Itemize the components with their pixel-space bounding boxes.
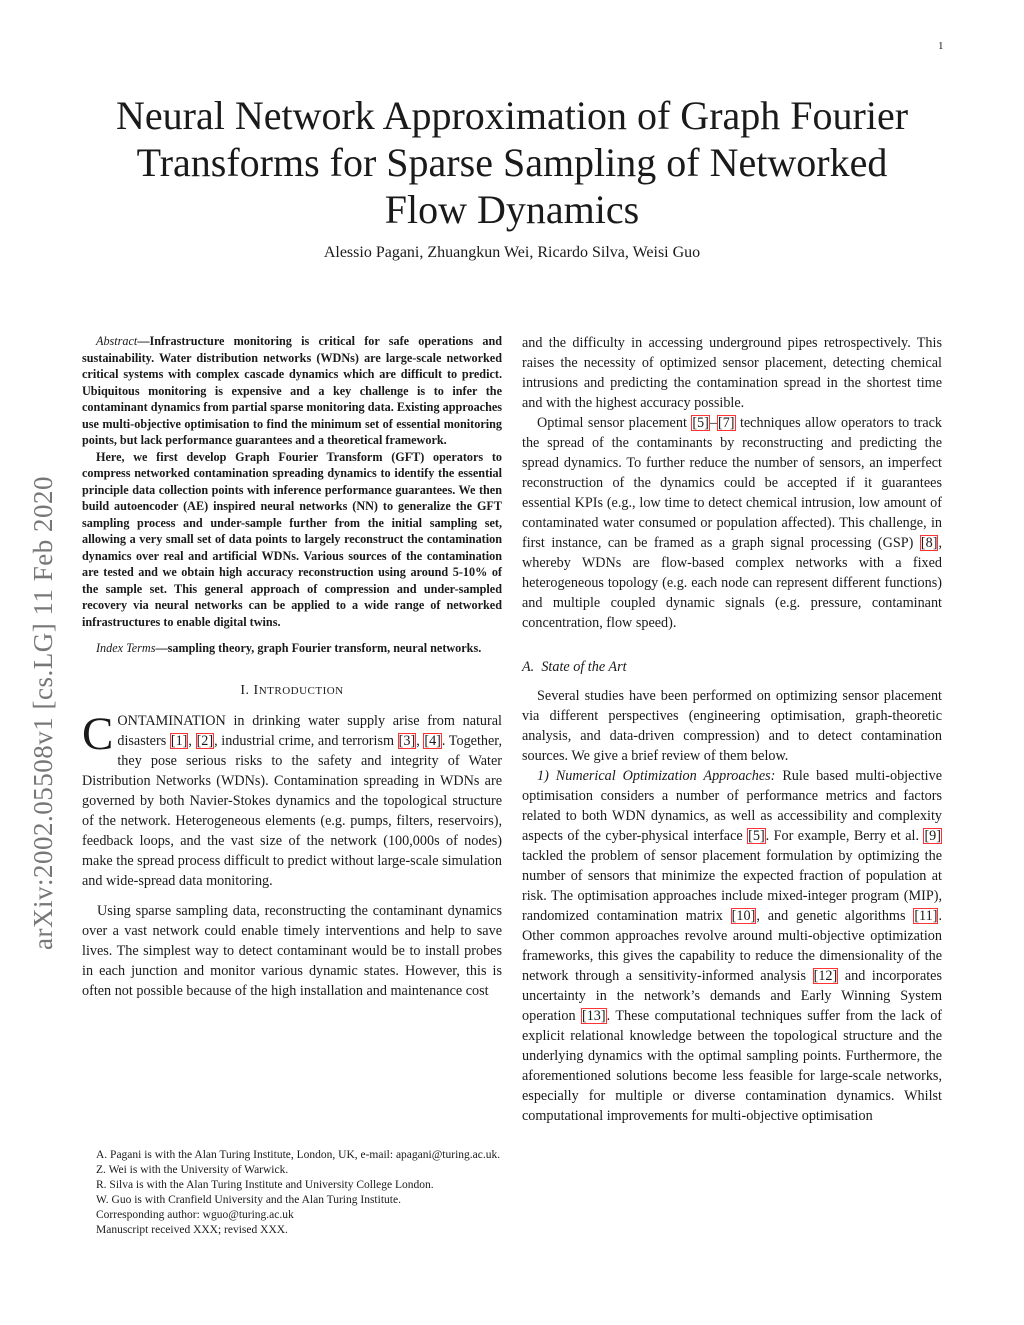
index-terms: Index Terms—sampling theory, graph Fourier transform, neural networks. — [96, 641, 482, 655]
paper-title — [60, 92, 964, 233]
paragraph-heading: 1) Numerical Optimization Approaches: — [537, 768, 776, 784]
footnote: Z. Wei is with the University of Warwick. — [96, 1164, 289, 1176]
left-column — [82, 333, 502, 1001]
body-paragraph: and the difficulty in accessing underground pipes retrospectively. This raises the necessity of optimized sensor placement, detecting chemical intrusions and predicting the contamination spread in the shortest time and with the highest accuracy possible. — [522, 335, 942, 411]
abstract — [82, 333, 502, 630]
arxiv-identifier: arXiv:2002.05508v1 [cs.LG] 11 Feb 2020 — [28, 476, 58, 950]
citation-link[interactable]: [2] — [196, 732, 214, 749]
citation-link[interactable]: [7] — [717, 415, 735, 431]
drop-cap: C — [82, 707, 114, 760]
body-paragraph: Using sparse sampling data, reconstructing the contaminant dynamics over a vast network could enable timely interventions and help to save lives. The simplest way to detect contaminant would be to install probes in each junction and monitor various dynamic states. However, this is often not possible because of the high installation and maintenance cost — [82, 902, 502, 999]
right-column-text — [522, 333, 942, 633]
body-paragraph: 1) Numerical Optimization Approaches: Rule based multi-objective optimisation considers a number of performance metrics and factors related to both WDN dynamics, as well as accessibility and complexity aspects of the cyber-physical interface [5]. For example, Berry et al. [9] tackled the problem of sensor placement formulation by optimizing the number of sensors that minimize the expected fraction of population at risk. The optimisation approaches include mixed-integer program (MIP), randomized contamination matrix [10], and genetic algorithms [11]. Other common approaches revolve around multi-objective optimization frameworks, this gives the capability to reduce the dimensionality of the network through a sensitivity-informed analysis [12] and incorporates uncertainty in the network’s demands and Early Winning System operation [13]. These computational techniques suffer from the lack of explicit relational knowledge between the topological structure and the underlying dynamics with the optimal sampling points. Furthermore, the aforementioned solutions become less feasible for large-scale networks, especially for multiple or diverse contamination dynamics. Whilst computational improvements for multi-objective optimisation — [522, 768, 943, 1124]
footnotes — [82, 1148, 502, 1238]
footnote: Corresponding author: wguo@turing.ac.uk — [96, 1209, 294, 1221]
footnote: W. Guo is with Cranfield University and the Alan Turing Institute. — [96, 1194, 401, 1206]
citation-link[interactable]: [8] — [920, 535, 938, 551]
section-heading-introduction: I. INTRODUCTION — [240, 682, 344, 698]
citation-link[interactable]: [11] — [914, 908, 938, 924]
footnote: Manuscript received XXX; revised XXX. — [96, 1224, 288, 1236]
citation-link[interactable]: [10] — [731, 908, 756, 924]
abstract-label: Abstract — [96, 334, 138, 348]
body-paragraph: Optimal sensor placement [5]–[7] techniques allow operators to track the spread of the contaminants by reconstructing and predicting the spread dynamics. To further reduce the number of sensors, an imperfect reconstruction of the dynamics could be accepted if it guarantees essential KPIs (e.g., low time to detect chemical intrusion, low amount of contaminated water consumed or population affected). This challenge, in first instance, can be framed as a graph signal processing (GSP) [8], whereby WDNs are flow-based complex networks with a fixed heterogeneous topology (e.g. each node can represent different functions) and multiple coupled dynamic signals (e.g. pressure, contaminant concentration, flow speed). — [522, 415, 943, 631]
state-of-the-art-text — [522, 686, 942, 1126]
citation-link[interactable]: [1] — [170, 732, 188, 749]
body-paragraph: CONTAMINATION in drinking water supply arise from natural disasters [1], [2], industrial crime, and terrorism [3], [4]. Together, they pose serious risks to the safety and integrity of Water Distribution Networks (WDNs). Contamination spreading in WDNs are governed by both Navier-Stokes dynamics and the topological structure of the network. Heterogeneous elements (e.g. pumps, filters, reservoirs), feedback loops, and the vast size of the network (100,000s of nodes) make the spread process difficult to predict without large-scale simulation and wide-spread data monitoring. — [82, 707, 503, 889]
citation-link[interactable]: [9] — [924, 828, 941, 844]
body-paragraph: Several studies have been performed on optimizing sensor placement via different perspectives (engineering optimisation, graph-theoretic analysis, and data-driven compression) and to detect contamination sources. We give a brief review of them below. — [522, 688, 942, 764]
citation-link[interactable]: [5] — [748, 828, 765, 844]
author-list: Alessio Pagani, Zhuangkun Wei, Ricardo Silva, Weisi Guo — [323, 244, 701, 261]
title-line: Neural Network Approximation of Graph Fourier — [115, 93, 909, 138]
footnote: A. Pagani is with the Alan Turing Institute, London, UK, e-mail: apagani@turing.ac.uk. — [96, 1149, 501, 1161]
citation-link[interactable]: [13] — [581, 1008, 606, 1024]
citation-link[interactable]: [12] — [813, 968, 838, 984]
abstract-paragraph: Abstract—Infrastructure monitoring is critical for safe operations and sustainability. Water distribution networks (WDNs) are large-scale networked critical systems with complex cascade dynamics which are difficult to predict. Ubiquitous monitoring is expensive and a key challenge is to infer the contaminant dynamics from partial sparse monitoring data. Existing approaches use multi-objective optimisation to find the minimum set of essential monitoring points, but lack performance guarantees and a theoretical framework. — [82, 334, 502, 447]
citation-link[interactable]: [5] — [692, 415, 709, 431]
right-column — [522, 333, 942, 1126]
introduction-text — [82, 707, 503, 1001]
citation-link[interactable]: [3] — [398, 732, 416, 749]
title-line: Transforms for Sparse Sampling of Networked — [136, 140, 888, 185]
subsection-heading-state-of-the-art: A. State of the Art — [522, 659, 627, 675]
page-number: 1 — [938, 40, 944, 52]
footnote: R. Silva is with the Alan Turing Institute and University College London. — [96, 1179, 434, 1191]
citation-link[interactable]: [4] — [424, 732, 441, 749]
index-terms-label: Index Terms — [96, 641, 156, 655]
title-line: Flow Dynamics — [384, 187, 640, 232]
abstract-paragraph: Here, we first develop Graph Fourier Transform (GFT) operators to compress networked contamination spreading dynamics to identify the essential principle data collection points with inference performance guarantees. We then build autoencoder (AE) inspired neural networks (NN) to generalize the GFT sampling process and under-sample further from the initial sampling set, allowing a very small set of data points to largely reconstruct the contamination dynamics over real and artificial WDNs. Various sources of the contamination are tested and we obtain high accuracy reconstruction using around 5-10% of the sample set. This general approach of compression and under-sampled recovery via neural networks can be applied to a wide range of networked infrastructures to enable digital twins. — [82, 449, 502, 629]
